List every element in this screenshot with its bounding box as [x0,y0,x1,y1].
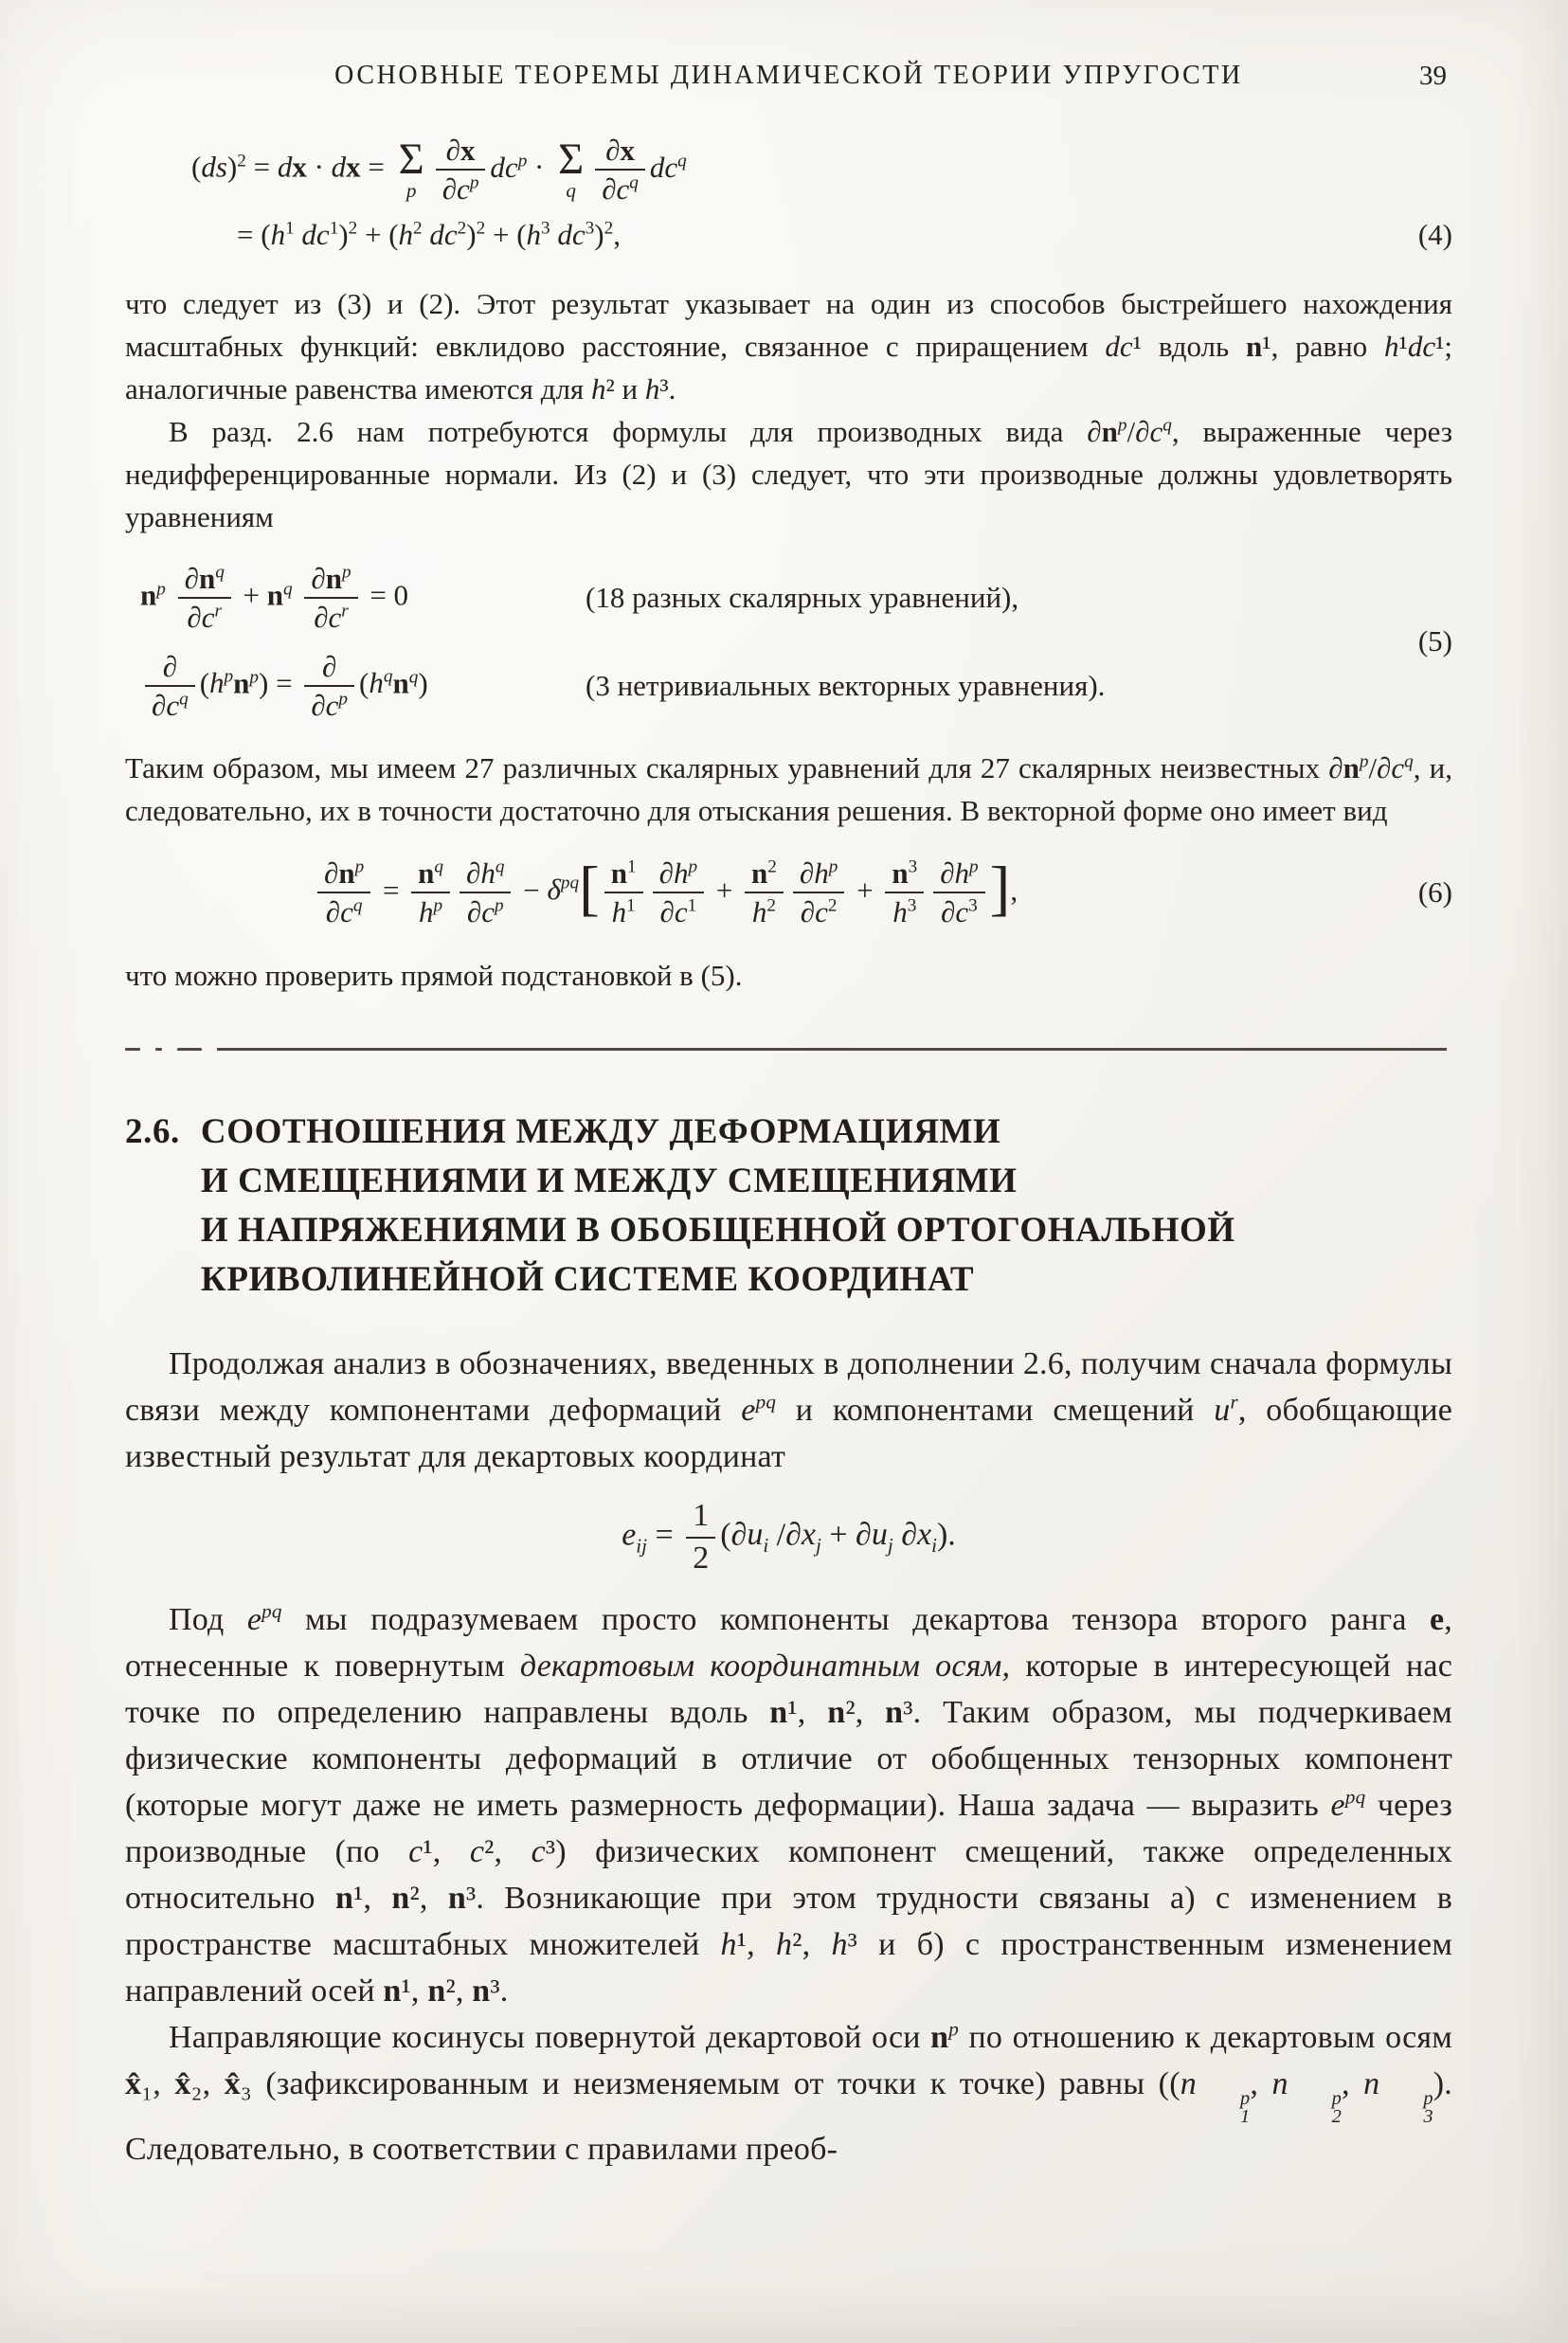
equation-5-row-1: $n^p$ $\frac{\partial n^q}{\partial c^r}$ + $n^q$ $\frac{\partial n^p}{\partial c^r}$ = 0 [140,561,409,635]
section-2-6 [125,1108,1452,2172]
divider-dash [125,1048,140,1051]
equation-5 [125,563,1452,722]
section-number: 2.6. [125,1111,180,1151]
section-title-line-3: И НАПРЯЖЕНИЯМИ В ОБОБЩЕННОЙ ОРТОГОНАЛЬНОЙ [200,1210,1235,1250]
section-title [201,1108,1235,1305]
section-divider [125,1048,1447,1051]
equation-5-row-2: $\frac{\partial}{\partial c^q}$ $(h^pn^p)$ = $\frac{\partial}{\partial c^p}$ $(h^qn^q)$ [140,651,586,722]
section-title-line-2: И СМЕЩЕНИЯМИ И МЕЖДУ СМЕЩЕНИЯМИ [200,1161,1018,1200]
equation-4-line-1: (ds)$^2$ = dx · dx = Σ p $\frac{\partial x}{\partial c^p}$ $dc^p$ · Σ q $\frac{\partial x}{\partial c^q}$ $dc^q$ [191,134,687,207]
equation-4-number: (4) [1417,217,1452,251]
equation-6-formula: $\frac{\partial n^p}{\partial c^q}$ = $\frac{n^q}{h^p}$ $\frac{\partial h^q}{\partial c^p}$ − $\delta^{pq}$[ $\frac{n^1}{h^1}$ $\frac{\partial h^p}{\partial c^1}$ + $\frac{n^2}{h^2}$ $\frac{\partial h^p}{\partial c^2}$ + $\frac{n^3}{h^3}$ $\frac{\partial h^p}{\partial c^3}$ ], [313,855,1018,931]
paragraph-27-equations: Таким образом, мы имеем 27 различных скалярных уравнений для 27 скалярных неизвестных $\partial n^p/\partial c^q$, и, следовательно, их в точности достаточно для отыскания решения. В векторной форме оно имеет вид [125,750,1452,827]
equation-4-line-2: = ($h^1$ $dc^1)^2 + (h^2$ $dc^2)^2 + (h^3$ $dc^3)^2$, [237,217,621,251]
running-header [125,61,1452,91]
paragraph-direction-cosines: Направляющие косинусы повернутой декартовой оси $n^p$ по отношению к декартовым осям x̂₁, x̂₂, x̂₃ (зафиксированным и неизменяемым от точки к точке) равны ((n p 1 , n p 2 , n p 3 ). Следовательно, в соответствии с правилами преоб- [125,2018,1452,2168]
running-header-title: ОСНОВНЫЕ ТЕОРЕМЫ ДИНАМИЧЕСКОЙ ТЕОРИИ УПРУГОСТИ [334,61,1243,90]
page-number: 39 [1419,61,1447,91]
divider-dash [177,1048,202,1051]
paragraph-verification: что можно проверить прямой подстановкой в (5). [125,958,743,992]
section-title-line-1: СООТНОШЕНИЯ МЕЖДУ ДЕФОРМАЦИЯМИ [200,1111,1001,1151]
equation-6-number: (6) [1417,874,1452,909]
paragraph-continuing-analysis: Продолжая анализ в обозначениях, введенных в дополнении 2.6, получим сначала формулы связи между компонентами деформаций $e^{pq}$ и компонентами смещений $u^r$, обобщающие известный результат для декартовых координат [125,1345,1453,1474]
equation-6 [125,855,1452,931]
upper-section [125,135,1452,997]
divider-line [217,1048,1447,1051]
section-heading [125,1108,1452,1305]
strain-displacement-equation: $e_{ij}$ = $\frac{1}{2}$ ($\partial u_i$ $/\partial x_j + \partial u_j$ $\partial x_i$). [622,1497,956,1576]
equation-5-row-2-note: (3 нетривиальных векторных уравнения). [586,668,1106,702]
divider-dot [155,1048,162,1051]
paragraph-derivatives-intro: В разд. 2.6 нам потребуются формулы для производных вида $\partial n^p/\partial c^q$, выраженные через недифференцированные нормали. Из (2) и (3) следует, что эти производные должны удовлетворять уравнениям [125,414,1452,533]
equation-5-row-1-note: (18 разных скалярных уравнений), [586,580,1019,614]
paragraph-after-eq4: что следует из (3) и (2). Этот результат указывает на один из способов быстрейшего нахождения масштабных функций: евклидово расстояние, связанное с приращением dc¹ вдоль n¹, равно h¹dc¹; аналогичные равенства имеются для h² и h³. [125,286,1452,406]
paragraph-physical-components: Под $e^{pq}$ мы подразумеваем просто компоненты декартова тензора второго ранга e, отнесенные к повернутым декартовым координатным осям, которые в интересующей нас точке по определению направлены вдоль n¹, n², n³. Таким образом, мы подчеркиваем физические компоненты деформаций в отличие от обобщенных тензорных компонент (которые могут даже не иметь размерность деформации). Наша задача — выразить $e^{pq}$ через производные (по c¹, c², c³) физических компонент смещений, также определенных относительно n¹, n², n³. Возникающие при этом трудности связаны а) с изменением в пространстве масштабных множителей h¹, h², h³ и б) с пространственным изменением направлений осей n¹, n², n³. [125,1600,1453,2010]
equation-4 [125,135,1452,254]
section-title-line-4: КРИВОЛИНЕЙНОЙ СИСТЕМЕ КООРДИНАТ [200,1259,975,1299]
equation-5-number: (5) [1417,624,1452,658]
